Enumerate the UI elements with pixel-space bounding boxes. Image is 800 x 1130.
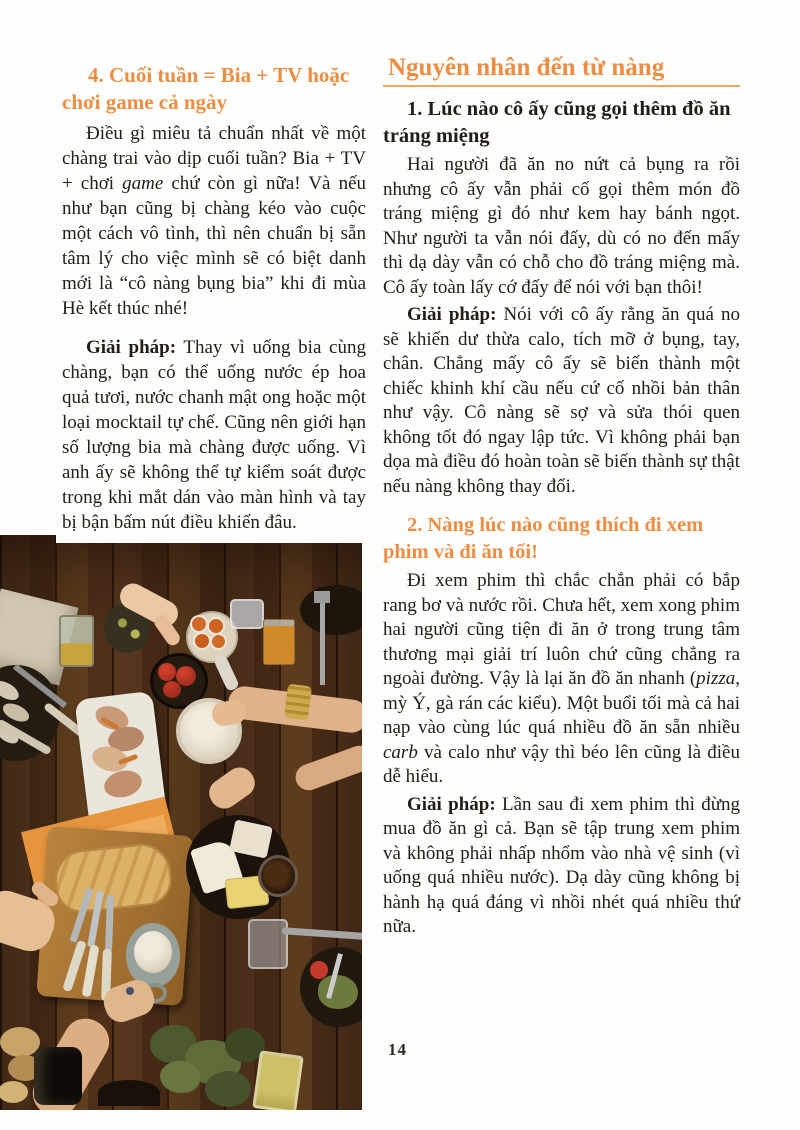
beer-glass-bottom bbox=[252, 1050, 304, 1110]
dark-bottle bbox=[34, 1047, 82, 1105]
drinking-glass bbox=[248, 919, 288, 969]
paragraph-text: Điều gì miêu tả chuẩn nhất về một chàng trai vào dịp cuối tuần? Bia + TV + chơi bbox=[62, 123, 366, 194]
solution-text: Lần sau đi xem phim thì đừng mua đồ ăn gì cả. Bạn sẽ tập trung xem phim và không phải nhấp nhổm vào nhà vệ sinh (vì uống quá nhiều nước). Dạ dày cũng không bị hành hạ quá đáng vì nhồi nhét quá nhiều thứ nữa. bbox=[383, 793, 740, 937]
paragraph-text: và calo như vậy thì béo lên cũng là điều dễ hiểu. bbox=[383, 741, 740, 787]
solution-label: Giải pháp: bbox=[407, 304, 497, 325]
section-2-heading: 2. Nàng lúc nào cũng thích đi xem phim và đi ăn tối! bbox=[383, 514, 704, 563]
tomato bbox=[163, 681, 181, 698]
gold-watch bbox=[284, 684, 312, 721]
lemonade-glass bbox=[59, 615, 94, 667]
cream-swirl bbox=[134, 931, 172, 973]
solution-text: Nói với cô ấy rằng ăn quá no sẽ khiến dư thừa calo, tích mỡ ở bụng, tay, chân. Chẳng mấy cô ấy sẽ biến thành một chiếc khinh khí cầu nếu cứ cố nhồi bản thân như vậy. Cô nàng sẽ sợ và sửa thói quen không tốt đó ngay lập tức. Vì không phải bạn dọa mà điều đó hoàn toàn sẽ biến thành sự thật nếu nàng không thay đổi. bbox=[383, 304, 741, 497]
dark-plate-top-right bbox=[300, 585, 362, 635]
section-2-paragraph bbox=[383, 569, 740, 790]
solution-label: Giải pháp: bbox=[86, 337, 177, 358]
chapter-heading: Nguyên nhân đến từ nàng bbox=[383, 52, 740, 87]
paragraph-text: chứ còn gì nữa! Và nếu như bạn cũng bị chàng kéo vào cuộc một cách vô tình, thì nên chuẩn bị sẵn tâm lý cho việc mình sẽ có biệt danh mới là “cô nàng bụng bia” khi đi mùa Hè kết thúc nhé! bbox=[62, 173, 366, 319]
italic-word-game: game bbox=[122, 173, 164, 194]
dinner-table-photo bbox=[0, 535, 362, 1110]
left-column bbox=[56, 62, 368, 543]
dark-pot bbox=[98, 1080, 160, 1106]
herb-bunch bbox=[160, 1061, 200, 1093]
fork bbox=[320, 597, 325, 685]
solution-text: Thay vì uống bia cùng chàng, bạn có thể uống nước ép hoa quả tươi, nước chanh mật ong hoặc một loại mocktail tự chế. Cũng nên giới hạn số lượng bia mà chàng được uống. Vì anh ấy sẽ không thể tự kiểm soát được trong khi mắt dán vào màn hình và tay bị bận bấm nút điều khiển đâu. bbox=[62, 337, 366, 533]
italic-word-carb: carb bbox=[383, 741, 418, 763]
paragraph-text: , mỳ Ý, gà rán các kiểu). Một buổi tối mà cả hai nạp vào cùng lúc quá nhiều đồ ăn sẵn nhiều bbox=[383, 668, 740, 738]
right-column bbox=[383, 52, 740, 940]
stuffed-egg bbox=[195, 634, 209, 648]
herb-bunch bbox=[205, 1071, 251, 1107]
fork-tines bbox=[314, 591, 330, 603]
section-1-solution bbox=[383, 303, 740, 499]
page-number: 14 bbox=[388, 1040, 407, 1059]
second-arm bbox=[292, 742, 362, 794]
jam-jar bbox=[258, 855, 298, 897]
italic-word-pizza: pizza bbox=[696, 668, 736, 689]
section-4-solution bbox=[62, 335, 366, 535]
salad-greens bbox=[318, 975, 358, 1009]
section-1-heading: 1. Lúc nào cô ấy cũng gọi thêm đồ ăn tráng miệng bbox=[383, 98, 731, 147]
section-1-paragraph: Hai người đã ăn no nứt cả bụng ra rồi nhưng cô ấy vẫn phải cố gọi thêm món đồ tráng miệng gì đó như kem hay bánh ngọt. Như người ta vẫn nói đấy, dù có no đến mấy thì dạ dày vẫn có chỗ cho đồ tráng miệng mà. Cô ấy toàn lấy cớ đấy để nói với bạn thôi! bbox=[383, 154, 740, 298]
reaching-fingers bbox=[152, 612, 183, 648]
solution-label: Giải pháp: bbox=[407, 793, 496, 815]
stuffed-egg bbox=[192, 617, 206, 631]
stuffed-egg bbox=[212, 635, 225, 648]
white-spoon bbox=[213, 654, 240, 692]
paragraph-text: Đi xem phim thì chắc chắn phải có bắp rang bơ và nước rồi. Chưa hết, xem xong phim hai người cũng tiện đi ăn ở trong trung tâm thương mại giải trí luôn chứ cũng chẳng ra ngoài đường. Vậy là lại ăn đồ ăn nhanh ( bbox=[383, 570, 740, 689]
bread-scrap bbox=[0, 1081, 28, 1103]
tomato bbox=[176, 666, 196, 686]
water-glass bbox=[230, 599, 264, 629]
section-4-paragraph bbox=[62, 121, 366, 321]
section-2-solution bbox=[383, 793, 740, 940]
section-4-heading: 4. Cuối tuần = Bia + TV hoặc chơi game cả ngày bbox=[62, 63, 350, 114]
table-knife bbox=[282, 927, 362, 940]
hand-center bbox=[204, 762, 261, 814]
orange-juice-glass bbox=[263, 619, 295, 665]
salad-tomato bbox=[310, 961, 328, 979]
stuffed-egg bbox=[209, 619, 223, 633]
nail-polish bbox=[126, 987, 134, 995]
tomato bbox=[158, 663, 176, 681]
